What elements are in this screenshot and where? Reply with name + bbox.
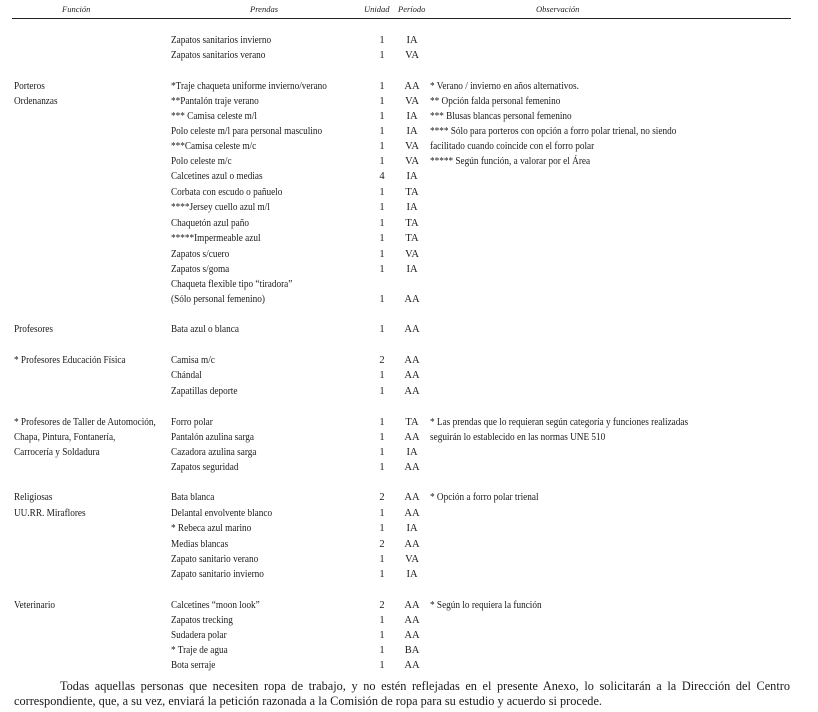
row-prenda: Sudadera polar: [171, 630, 227, 641]
row-observacion: ***** Según función, a valorar por el Área: [430, 156, 591, 167]
row-periodo: AA: [404, 600, 420, 611]
row-observacion: ** Opción falda personal femenino: [430, 96, 561, 107]
row-prenda: ***Camisa celeste m/c: [171, 141, 257, 152]
row-unidad: 1: [379, 615, 385, 626]
row-observacion: facilitado cuando coincide con el forro polar: [430, 141, 595, 152]
row-unidad: 1: [379, 417, 385, 428]
row-unidad: 1: [379, 523, 385, 534]
row-prenda: Zapatos sanitarios verano: [171, 50, 266, 61]
row-prenda: Polo celeste m/c: [171, 156, 232, 167]
row-prenda: Chándal: [171, 370, 202, 381]
header-unidad: Unidad: [364, 4, 390, 14]
row-observacion: *** Blusas blancas personal femenino: [430, 111, 572, 122]
row-prenda: *** Camisa celeste m/l: [171, 111, 257, 122]
row-periodo: AA: [404, 294, 420, 305]
row-prenda: Camisa m/c: [171, 355, 215, 366]
row-funcion: Veterinario: [14, 600, 56, 611]
header-periodo: Período: [398, 4, 426, 14]
row-periodo: IA: [406, 111, 418, 122]
row-prenda: Zapatos s/cuero: [171, 249, 230, 260]
row-unidad: 1: [379, 554, 385, 565]
row-periodo: IA: [406, 126, 418, 137]
row-periodo: IA: [406, 523, 418, 534]
row-unidad: 1: [379, 50, 385, 61]
row-prenda: Cazadora azulina sarga: [171, 447, 257, 458]
row-periodo: AA: [404, 81, 420, 92]
row-funcion: Porteros: [14, 81, 45, 92]
row-unidad: 1: [379, 202, 385, 213]
row-periodo: AA: [404, 630, 420, 641]
header-funcion: Función: [62, 4, 91, 14]
row-unidad: 1: [379, 630, 385, 641]
row-periodo: IA: [406, 569, 418, 580]
row-prenda: * Rebeca azul marino: [171, 523, 252, 534]
row-observacion: * Verano / invierno en años alternativos.: [430, 81, 579, 92]
row-unidad: 1: [379, 508, 385, 519]
row-unidad: 4: [379, 171, 385, 182]
row-unidad: 1: [379, 432, 385, 443]
row-funcion: Ordenanzas: [14, 96, 58, 107]
row-prenda: Zapato sanitario verano: [171, 554, 259, 565]
row-prenda: Delantal envolvente blanco: [171, 508, 273, 519]
row-funcion: * Profesores de Taller de Automoción,: [14, 417, 156, 428]
row-periodo: IA: [406, 447, 418, 458]
row-prenda: Forro polar: [171, 417, 213, 428]
row-periodo: AA: [404, 462, 420, 473]
row-unidad: 1: [379, 141, 385, 152]
row-prenda: Corbata con escudo o pañuelo: [171, 187, 283, 198]
row-unidad: 1: [379, 264, 385, 275]
row-unidad: 1: [379, 462, 385, 473]
row-periodo: AA: [404, 355, 420, 366]
row-prenda: Medias blancas: [171, 539, 229, 550]
row-unidad: 1: [379, 156, 385, 167]
row-prenda: Zapatillas deporte: [171, 386, 238, 397]
row-periodo: TA: [405, 218, 419, 229]
row-prenda: *Traje chaqueta uniforme invierno/verano: [171, 81, 327, 92]
row-funcion: Chapa, Pintura, Fontanería,: [14, 432, 116, 443]
row-unidad: 1: [379, 249, 385, 260]
row-periodo: AA: [404, 432, 420, 443]
row-unidad: 1: [379, 35, 385, 46]
row-unidad: 1: [379, 187, 385, 198]
row-periodo: IA: [406, 35, 418, 46]
row-periodo: VA: [405, 156, 419, 167]
row-prenda: *****Impermeable azul: [171, 233, 261, 244]
row-prenda: Bata azul o blanca: [171, 324, 239, 335]
row-periodo: AA: [404, 324, 420, 335]
row-periodo: VA: [405, 249, 419, 260]
row-unidad: 1: [379, 126, 385, 137]
row-funcion: * Profesores Educación Física: [14, 355, 126, 366]
row-unidad: 1: [379, 81, 385, 92]
row-funcion: Profesores: [14, 324, 54, 335]
row-observacion: * Según lo requiera la función: [430, 600, 542, 611]
row-prenda: (Sólo personal femenino): [171, 294, 265, 305]
row-prenda: * Traje de agua: [171, 645, 228, 656]
row-prenda: Chaqueta flexible tipo “tiradora”: [171, 279, 293, 290]
row-prenda: **Pantalón traje verano: [171, 96, 259, 107]
row-periodo: AA: [404, 539, 420, 550]
row-unidad: 2: [379, 355, 385, 366]
row-periodo: AA: [404, 386, 420, 397]
row-periodo: AA: [404, 615, 420, 626]
footer-paragraph: [14, 679, 790, 709]
row-unidad: 1: [379, 447, 385, 458]
row-prenda: Calcetines azul o medias: [171, 171, 263, 182]
row-unidad: 1: [379, 111, 385, 122]
row-periodo: VA: [405, 50, 419, 61]
row-unidad: 1: [379, 294, 385, 305]
row-unidad: 1: [379, 645, 385, 656]
row-funcion: Religiosas: [14, 492, 53, 503]
row-periodo: IA: [406, 202, 418, 213]
row-prenda: Zapatos sanitarios invierno: [171, 35, 272, 46]
row-unidad: 1: [379, 218, 385, 229]
row-periodo: TA: [405, 417, 419, 428]
row-funcion: UU.RR. Miraflores: [14, 508, 86, 519]
row-prenda: Zapatos seguridad: [171, 462, 239, 473]
row-funcion: Carrocería y Soldadura: [14, 447, 100, 458]
row-periodo: IA: [406, 264, 418, 275]
row-periodo: AA: [404, 370, 420, 381]
header-observacion: Observación: [536, 4, 580, 14]
row-unidad: 1: [379, 233, 385, 244]
row-prenda: Zapato sanitario invierno: [171, 569, 264, 580]
row-unidad: 2: [379, 600, 385, 611]
row-prenda: ****Jersey cuello azul m/l: [171, 202, 270, 213]
row-unidad: 2: [379, 539, 385, 550]
row-unidad: 1: [379, 324, 385, 335]
header-rule: [12, 18, 791, 19]
row-prenda: Polo celeste m/l para personal masculino: [171, 126, 323, 137]
row-observacion: * Las prendas que lo requieran según categoría y funciones realizadas: [430, 417, 689, 428]
row-periodo: AA: [404, 492, 420, 503]
header-prendas: Prendas: [250, 4, 279, 14]
row-prenda: Pantalón azulina sarga: [171, 432, 254, 443]
row-periodo: VA: [405, 554, 419, 565]
row-periodo: BA: [404, 645, 420, 656]
row-periodo: TA: [405, 233, 419, 244]
row-prenda: Zapatos s/goma: [171, 264, 230, 275]
row-periodo: VA: [405, 96, 419, 107]
row-periodo: IA: [406, 171, 418, 182]
row-prenda: Calcetines “moon look”: [171, 600, 260, 611]
row-unidad: 1: [379, 370, 385, 381]
row-observacion: **** Sólo para porteros con opción a forro polar trienal, no siendo: [430, 126, 677, 137]
row-periodo: TA: [405, 187, 419, 198]
row-prenda: Bota serraje: [171, 660, 216, 671]
footer-text: Todas aquellas personas que necesiten ropa de trabajo, y no estén reflejadas en el presente Anexo, lo solicitarán a la Dirección del Centro correspondiente, que, a su vez, enviará la petición razonada a la Comisión de ropa para su estudio y acuerdo si procede.: [14, 679, 790, 708]
row-unidad: 1: [379, 386, 385, 397]
row-prenda: Chaquetón azul paño: [171, 218, 250, 229]
row-periodo: VA: [405, 141, 419, 152]
row-prenda: Zapatos trecking: [171, 615, 233, 626]
row-unidad: 2: [379, 492, 385, 503]
row-unidad: 1: [379, 96, 385, 107]
row-observacion: * Opción a forro polar trienal: [430, 492, 539, 503]
row-unidad: 1: [379, 569, 385, 580]
row-observacion: seguirán lo establecido en las normas UNE 510: [430, 432, 606, 443]
row-periodo: AA: [404, 660, 420, 671]
row-prenda: Bata blanca: [171, 492, 215, 503]
row-periodo: AA: [404, 508, 420, 519]
row-unidad: 1: [379, 660, 385, 671]
